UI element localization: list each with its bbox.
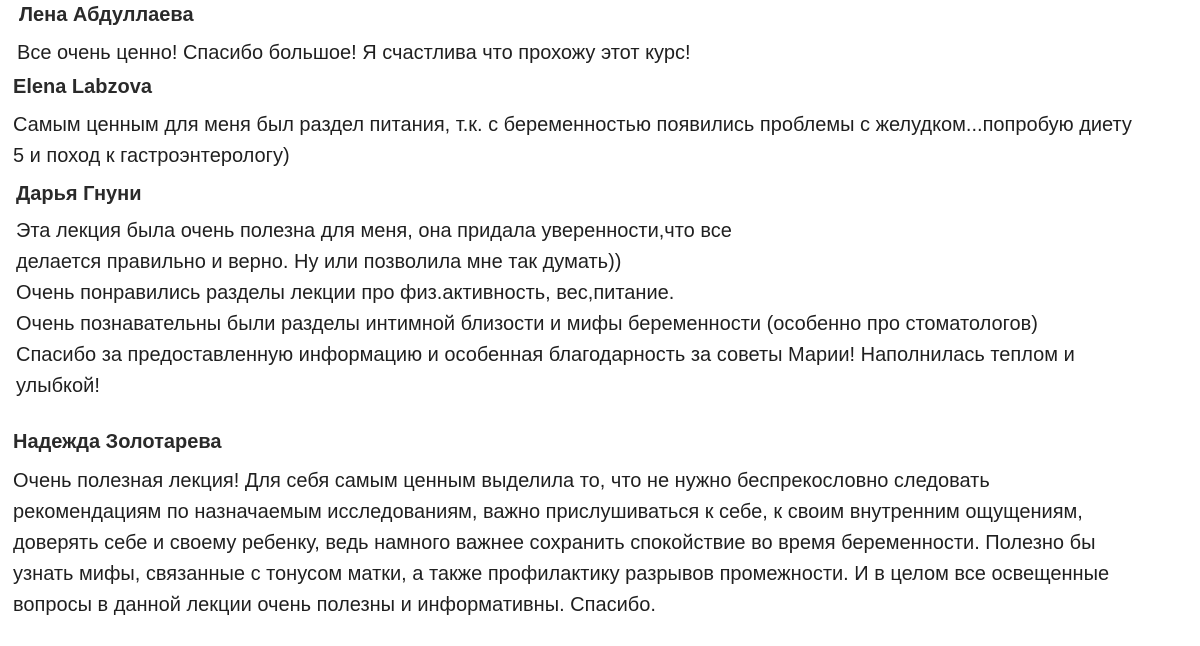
comment-line: Эта лекция была очень полезна для меня, она придала уверенности,что все (16, 220, 732, 242)
comment-line: вопросы в данной лекции очень полезны и информативны. Спасибо. (13, 594, 656, 616)
comment-line: Очень понравились разделы лекции про физ.активность, вес,питание. (16, 282, 675, 304)
review-author: Надежда Золотарева (13, 431, 222, 453)
review-comment (13, 110, 1200, 172)
review-author: Elena Labzova (13, 76, 152, 98)
comment-line: улыбкой! (16, 375, 100, 397)
review-author: Лена Абдуллаева (19, 4, 194, 26)
comment-line: рекомендациям по назначаемым исследованиям, важно прислушиваться к себе, к своим внутренним ощущениям, (13, 501, 1083, 523)
comment-line: Самым ценным для меня был раздел питания, т.к. с беременностью появились проблемы с желудком...попробую диету (13, 114, 1132, 136)
review-comment (13, 466, 1200, 621)
comment-line: делается правильно и верно. Ну или позволила мне так думать)) (16, 251, 622, 273)
comment-line: 5 и поход к гастроэнтерологу) (13, 145, 290, 167)
review-author: Дарья Гнуни (16, 183, 142, 205)
review-comment (16, 216, 1200, 402)
comment-line: доверять себе и своему ребенку, ведь намного важнее сохранить спокойствие во время беременности. Полезно бы (13, 532, 1096, 554)
comment-line: Очень полезная лекция! Для себя самым ценным выделила то, что не нужно беспрекословно следовать (13, 470, 990, 492)
comment-line: Спасибо за предоставленную информацию и особенная благодарность за советы Марии! Наполнилась теплом и (16, 344, 1075, 366)
review-comment (17, 38, 1200, 69)
comment-line: Очень познавательны были разделы интимной близости и мифы беременности (особенно про стоматологов) (16, 313, 1038, 335)
comment-line: узнать мифы, связанные с тонусом матки, а также профилактику разрывов промежности. И в целом все освещенные (13, 563, 1110, 585)
comment-line: Все очень ценно! Спасибо большое! Я счастлива что прохожу этот курс! (17, 42, 691, 64)
